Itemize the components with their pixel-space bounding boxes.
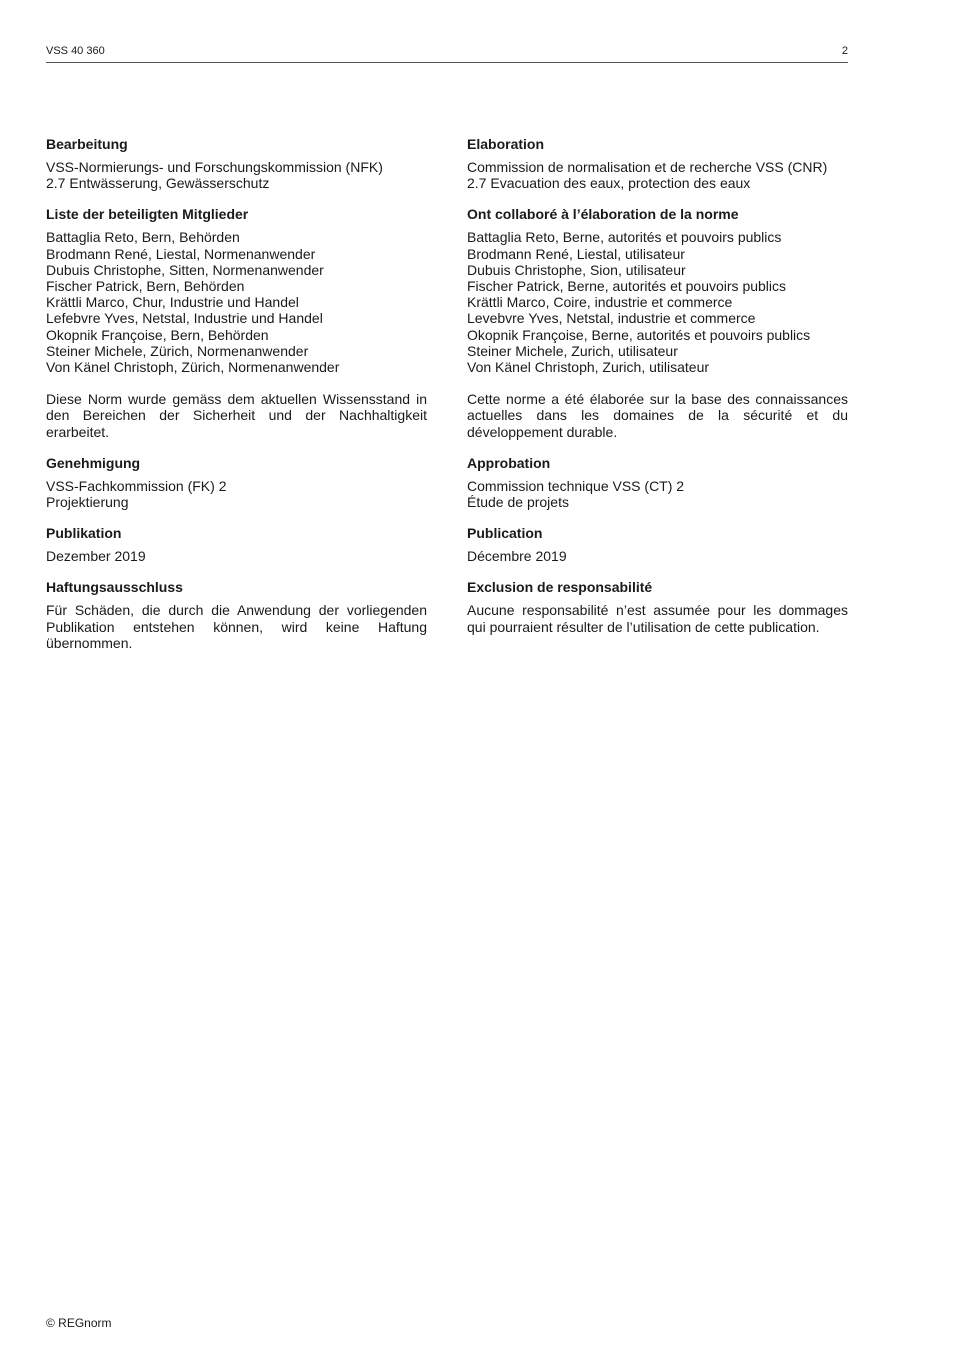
disclaimer-paragraph: Für Schäden, die durch die Anwendung der vorliegenden Publikation entstehen können, wird keine Haftung übernommen. <box>46 602 427 651</box>
list-item: Levebvre Yves, Netstal, industrie et commerce <box>467 310 756 327</box>
list-item: Brodmann René, Liestal, utilisateur <box>467 245 685 262</box>
list-item: Okopnik Françoise, Berne, autorités et pouvoirs publics <box>467 326 811 343</box>
document-id: VSS 40 360 <box>46 45 105 57</box>
heading-collabore: Ont collaboré à l’élaboration de la norme <box>467 206 739 223</box>
text-line: Étude de projets <box>467 494 569 511</box>
list-item: Steiner Michele, Zurich, utilisateur <box>467 342 678 359</box>
list-item: Steiner Michele, Zürich, Normenanwender <box>46 342 309 359</box>
text-line: 2.7 Evacuation des eaux, protection des eaux <box>467 175 751 192</box>
german-column <box>46 135 427 651</box>
section-haftung <box>46 578 427 651</box>
heading-mitglieder: Liste der beteiligten Mitglieder <box>46 206 249 223</box>
text-line: Commission de normalisation et de recherche VSS (CNR) <box>467 159 828 175</box>
heading-haftung: Haftungsausschluss <box>46 579 183 596</box>
page-number: 2 <box>841 45 848 57</box>
list-item: Dubuis Christophe, Sion, utilisateur <box>467 261 686 278</box>
list-item: Fischer Patrick, Berne, autorités et pouvoirs publics <box>467 278 787 295</box>
text-line: VSS-Fachkommission (FK) 2 <box>46 477 227 494</box>
list-item: Battaglia Reto, Bern, Behörden <box>46 229 240 246</box>
heading-publikation: Publikation <box>46 525 122 542</box>
section-mitglieder <box>46 205 427 375</box>
member-list <box>467 229 848 375</box>
heading-elaboration: Elaboration <box>467 136 545 152</box>
member-list <box>46 229 427 375</box>
text-line: 2.7 Entwässerung, Gewässerschutz <box>46 175 270 192</box>
heading-genehmigung: Genehmigung <box>46 454 141 471</box>
section-publication <box>467 524 848 564</box>
section-elaboration <box>467 135 848 191</box>
list-item: Von Känel Christoph, Zürich, Normenanwender <box>46 359 340 376</box>
list-item: Dubuis Christophe, Sitten, Normenanwender <box>46 261 324 278</box>
heading-bearbeitung: Bearbeitung <box>46 136 128 152</box>
heading-approbation: Approbation <box>467 454 551 471</box>
section-publikation <box>46 524 427 564</box>
copyright-footer: © REGnorm <box>46 1316 112 1330</box>
text-line: VSS-Normierungs- und Forschungskommission (NFK) <box>46 159 383 175</box>
section-exclusion <box>467 578 848 634</box>
publication-date: Dezember 2019 <box>46 548 146 565</box>
statement-paragraph: Diese Norm wurde gemäss dem aktuellen Wissensstand in den Bereichen der Sicherheit und der Nachhaltigkeit erarbeitet. <box>46 391 427 440</box>
text-line: Commission technique VSS (CT) 2 <box>467 477 685 494</box>
publication-date: Décembre 2019 <box>467 548 567 565</box>
page-header <box>46 44 848 63</box>
section-bearbeitung <box>46 135 427 191</box>
list-item: Fischer Patrick, Bern, Behörden <box>46 278 245 295</box>
french-column <box>467 135 848 635</box>
list-item: Von Känel Christoph, Zurich, utilisateur <box>467 359 710 376</box>
section-collabore <box>467 205 848 375</box>
list-item: Krättli Marco, Chur, Industrie und Handel <box>46 294 299 311</box>
list-item: Battaglia Reto, Berne, autorités et pouvoirs publics <box>467 229 782 246</box>
list-item: Brodmann René, Liestal, Normenanwender <box>46 245 316 262</box>
section-genehmigung <box>46 454 427 510</box>
statement-paragraph: Cette norme a été élaborée sur la base des connaissances actuelles dans les domaines de la sécurité et du développement durable. <box>467 391 848 440</box>
list-item: Krättli Marco, Coire, industrie et commerce <box>467 294 733 311</box>
disclaimer-paragraph: Aucune responsabilité n’est assumée pour les dommages qui pourraient résulter de l’utilisation de cette publication. <box>467 602 848 635</box>
heading-exclusion: Exclusion de responsabilité <box>467 579 653 596</box>
heading-publication: Publication <box>467 525 543 542</box>
list-item: Lefebvre Yves, Netstal, Industrie und Handel <box>46 310 323 327</box>
section-approbation <box>467 454 848 510</box>
text-line: Projektierung <box>46 494 129 511</box>
list-item: Okopnik Françoise, Bern, Behörden <box>46 326 269 343</box>
